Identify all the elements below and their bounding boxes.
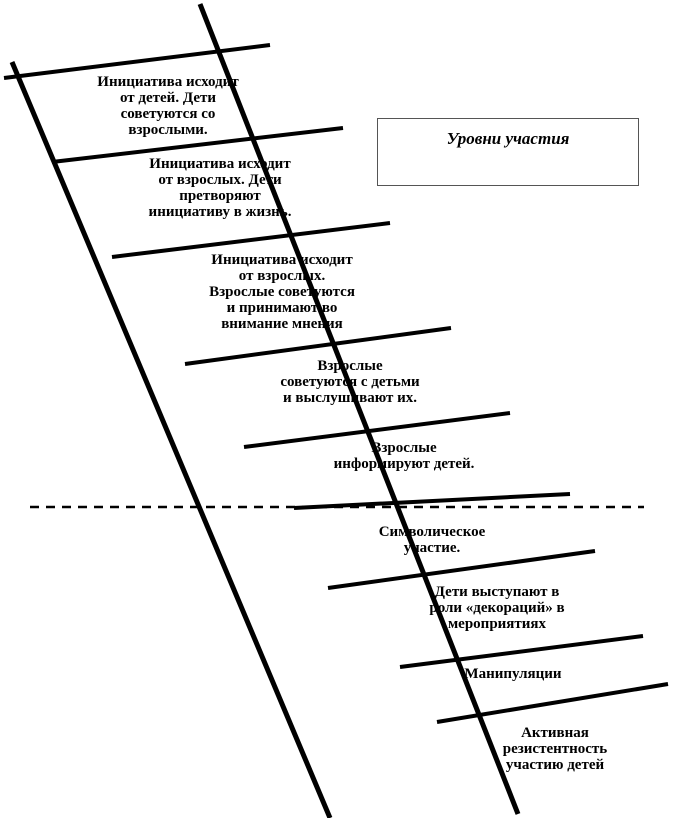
ladder-rung [328,551,595,588]
level-label-3: Символическое участие. [378,524,486,556]
level-label-7: Инициатива исходит от взрослых. Дети претворяют инициативу в жизнь. [148,156,292,220]
legend-title: Уровни участия [446,129,570,148]
level-label-1: Манипуляции [464,666,562,682]
level-label-4: Взрослые информируют детей. [333,440,475,472]
level-label-0: Активная резистентность участию детей [502,725,608,773]
level-label-6: Инициатива исходит от взрослых. Взрослые советуются и принимают во внимание мнения [209,252,355,332]
legend-box [377,118,639,186]
level-label-5: Взрослые советуются с детьми и выслушивают их. [280,358,420,406]
level-label-8: Инициатива исходит от детей. Дети советуются со взрослыми. [97,74,239,138]
ladder-rung [400,636,643,667]
level-label-2: Дети выступают в роли «декораций» в мероприятиях [429,584,565,632]
